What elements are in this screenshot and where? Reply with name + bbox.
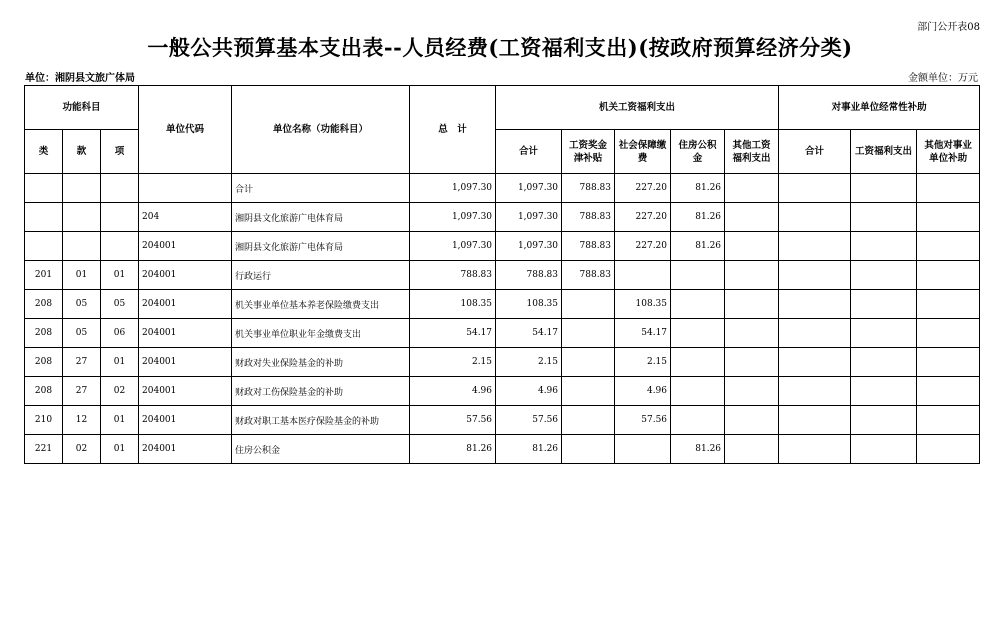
cell-g2-other — [917, 406, 980, 435]
cell-wage — [562, 377, 615, 406]
cell-other — [725, 174, 779, 203]
cell-g2-wage — [851, 232, 917, 261]
cell-social: 4.96 — [615, 377, 671, 406]
cell-total: 1,097.30 — [410, 203, 496, 232]
lei-header: 类 — [25, 130, 63, 174]
cell-lei — [25, 174, 63, 203]
page-title: 一般公共预算基本支出表--人员经费(工资福利支出)(按政府预算经济分类) — [147, 35, 853, 60]
cell-g2-other — [917, 261, 980, 290]
cell-housing — [671, 319, 725, 348]
cell-g1-total: 1,097.30 — [496, 203, 562, 232]
cell-wage: 788.83 — [562, 232, 615, 261]
cell-name: 行政运行 — [232, 261, 410, 290]
cell-name: 湘阴县文化旅游广电体育局 — [232, 232, 410, 261]
cell-g2-total — [779, 406, 851, 435]
cell-housing: 81.26 — [671, 232, 725, 261]
cell-g2-wage — [851, 348, 917, 377]
cell-kuan — [63, 174, 101, 203]
cell-total: 81.26 — [410, 435, 496, 464]
cell-kuan: 02 — [63, 435, 101, 464]
cell-name: 合计 — [232, 174, 410, 203]
cell-total: 788.83 — [410, 261, 496, 290]
cell-g2-total — [779, 203, 851, 232]
cell-code: 204001 — [139, 406, 232, 435]
cell-g2-total — [779, 174, 851, 203]
cell-g1-total: 81.26 — [496, 435, 562, 464]
cell-code: 204001 — [139, 319, 232, 348]
cell-g1-total: 1,097.30 — [496, 174, 562, 203]
budget-table — [24, 85, 980, 464]
cell-code: 204001 — [139, 377, 232, 406]
g1-social-header: 社会保障缴费 — [615, 130, 671, 174]
cell-g2-other — [917, 348, 980, 377]
cell-social — [615, 435, 671, 464]
cell-housing — [671, 348, 725, 377]
cell-g1-total: 1,097.30 — [496, 232, 562, 261]
cell-lei — [25, 232, 63, 261]
cell-code: 204001 — [139, 261, 232, 290]
cell-housing: 81.26 — [671, 174, 725, 203]
table-row — [25, 290, 980, 319]
cell-kuan: 05 — [63, 290, 101, 319]
form-code: 部门公开表08 — [917, 22, 980, 33]
cell-housing — [671, 261, 725, 290]
cell-housing: 81.26 — [671, 435, 725, 464]
cell-g2-wage — [851, 261, 917, 290]
cell-g2-other — [917, 290, 980, 319]
cell-lei: 201 — [25, 261, 63, 290]
cell-name: 湘阴县文化旅游广电体育局 — [232, 203, 410, 232]
cell-kuan: 05 — [63, 319, 101, 348]
cell-total: 4.96 — [410, 377, 496, 406]
cell-social — [615, 261, 671, 290]
cell-g2-other — [917, 377, 980, 406]
cell-lei: 208 — [25, 348, 63, 377]
cell-g1-total: 57.56 — [496, 406, 562, 435]
group2-header: 对事业单位经常性补助 — [779, 86, 980, 130]
cell-total: 1,097.30 — [410, 174, 496, 203]
g1-other-header: 其他工资福利支出 — [725, 130, 779, 174]
cell-xiang: 02 — [101, 377, 139, 406]
cell-g2-total — [779, 261, 851, 290]
func-subject-header: 功能科目 — [25, 86, 139, 130]
cell-g2-other — [917, 203, 980, 232]
table-row — [25, 406, 980, 435]
cell-g2-other — [917, 174, 980, 203]
cell-code: 204001 — [139, 232, 232, 261]
table-row — [25, 319, 980, 348]
cell-other — [725, 232, 779, 261]
cell-wage — [562, 406, 615, 435]
cell-xiang — [101, 174, 139, 203]
cell-kuan: 01 — [63, 261, 101, 290]
cell-social: 57.56 — [615, 406, 671, 435]
cell-wage — [562, 290, 615, 319]
cell-name: 财政对失业保险基金的补助 — [232, 348, 410, 377]
cell-housing: 81.26 — [671, 203, 725, 232]
cell-other — [725, 377, 779, 406]
g2-wage-header: 工资福利支出 — [851, 130, 917, 174]
cell-xiang — [101, 203, 139, 232]
cell-xiang: 01 — [101, 406, 139, 435]
cell-name: 机关事业单位基本养老保险缴费支出 — [232, 290, 410, 319]
unit-code-header: 单位代码 — [139, 86, 232, 174]
cell-wage: 788.83 — [562, 261, 615, 290]
cell-g1-total: 2.15 — [496, 348, 562, 377]
unit-name-header: 单位名称（功能科目） — [232, 86, 410, 174]
cell-other — [725, 435, 779, 464]
cell-social: 227.20 — [615, 174, 671, 203]
cell-xiang: 01 — [101, 435, 139, 464]
cell-kuan — [63, 203, 101, 232]
kuan-header: 款 — [63, 130, 101, 174]
cell-other — [725, 319, 779, 348]
cell-code: 204001 — [139, 290, 232, 319]
total-header: 总 计 — [410, 86, 496, 174]
cell-g2-wage — [851, 319, 917, 348]
cell-xiang — [101, 232, 139, 261]
cell-lei: 221 — [25, 435, 63, 464]
cell-wage: 788.83 — [562, 174, 615, 203]
cell-g2-other — [917, 435, 980, 464]
cell-total: 1,097.30 — [410, 232, 496, 261]
cell-other — [725, 290, 779, 319]
g2-total-header: 合计 — [779, 130, 851, 174]
cell-g1-total: 54.17 — [496, 319, 562, 348]
cell-wage — [562, 319, 615, 348]
cell-name: 住房公积金 — [232, 435, 410, 464]
cell-g2-other — [917, 319, 980, 348]
cell-total: 57.56 — [410, 406, 496, 435]
cell-lei: 208 — [25, 319, 63, 348]
cell-wage — [562, 348, 615, 377]
cell-g2-total — [779, 435, 851, 464]
cell-code: 204001 — [139, 435, 232, 464]
cell-xiang: 01 — [101, 348, 139, 377]
xiang-header: 项 — [101, 130, 139, 174]
table-row — [25, 174, 980, 203]
cell-g1-total: 4.96 — [496, 377, 562, 406]
cell-social: 54.17 — [615, 319, 671, 348]
cell-wage: 788.83 — [562, 203, 615, 232]
table-row — [25, 232, 980, 261]
table-row — [25, 435, 980, 464]
g1-housing-header: 住房公积金 — [671, 130, 725, 174]
cell-code — [139, 174, 232, 203]
table-row — [25, 377, 980, 406]
cell-g2-total — [779, 232, 851, 261]
cell-kuan — [63, 232, 101, 261]
cell-g2-total — [779, 377, 851, 406]
cell-xiang: 06 — [101, 319, 139, 348]
g1-total-header: 合计 — [496, 130, 562, 174]
cell-housing — [671, 406, 725, 435]
cell-g2-wage — [851, 377, 917, 406]
cell-total: 54.17 — [410, 319, 496, 348]
cell-g2-total — [779, 319, 851, 348]
cell-g1-total: 788.83 — [496, 261, 562, 290]
cell-g2-wage — [851, 435, 917, 464]
table-row — [25, 203, 980, 232]
cell-code: 204001 — [139, 348, 232, 377]
cell-social: 227.20 — [615, 203, 671, 232]
cell-housing — [671, 290, 725, 319]
cell-g2-wage — [851, 203, 917, 232]
g1-wage-header: 工资奖金津补贴 — [562, 130, 615, 174]
cell-lei: 210 — [25, 406, 63, 435]
g2-other-header: 其他对事业单位补助 — [917, 130, 980, 174]
cell-code: 204 — [139, 203, 232, 232]
money-unit-label: 金额单位：万元 — [908, 73, 978, 84]
table-row — [25, 348, 980, 377]
cell-other — [725, 348, 779, 377]
cell-housing — [671, 377, 725, 406]
cell-xiang: 05 — [101, 290, 139, 319]
cell-g2-wage — [851, 290, 917, 319]
cell-other — [725, 261, 779, 290]
cell-g1-total: 108.35 — [496, 290, 562, 319]
cell-g2-wage — [851, 406, 917, 435]
cell-g2-other — [917, 232, 980, 261]
cell-lei — [25, 203, 63, 232]
cell-lei: 208 — [25, 290, 63, 319]
cell-social: 108.35 — [615, 290, 671, 319]
cell-lei: 208 — [25, 377, 63, 406]
cell-social: 227.20 — [615, 232, 671, 261]
cell-kuan: 27 — [63, 377, 101, 406]
group1-header: 机关工资福利支出 — [496, 86, 779, 130]
cell-kuan: 12 — [63, 406, 101, 435]
unit-label: 单位：湘阴县文旅广体局 — [25, 73, 135, 84]
cell-total: 108.35 — [410, 290, 496, 319]
cell-other — [725, 203, 779, 232]
cell-wage — [562, 435, 615, 464]
cell-g2-wage — [851, 174, 917, 203]
cell-other — [725, 406, 779, 435]
cell-name: 财政对职工基本医疗保险基金的补助 — [232, 406, 410, 435]
cell-g2-total — [779, 290, 851, 319]
cell-g2-total — [779, 348, 851, 377]
cell-social: 2.15 — [615, 348, 671, 377]
cell-xiang: 01 — [101, 261, 139, 290]
cell-kuan: 27 — [63, 348, 101, 377]
cell-name: 机关事业单位职业年金缴费支出 — [232, 319, 410, 348]
cell-name: 财政对工伤保险基金的补助 — [232, 377, 410, 406]
cell-total: 2.15 — [410, 348, 496, 377]
table-row — [25, 261, 980, 290]
